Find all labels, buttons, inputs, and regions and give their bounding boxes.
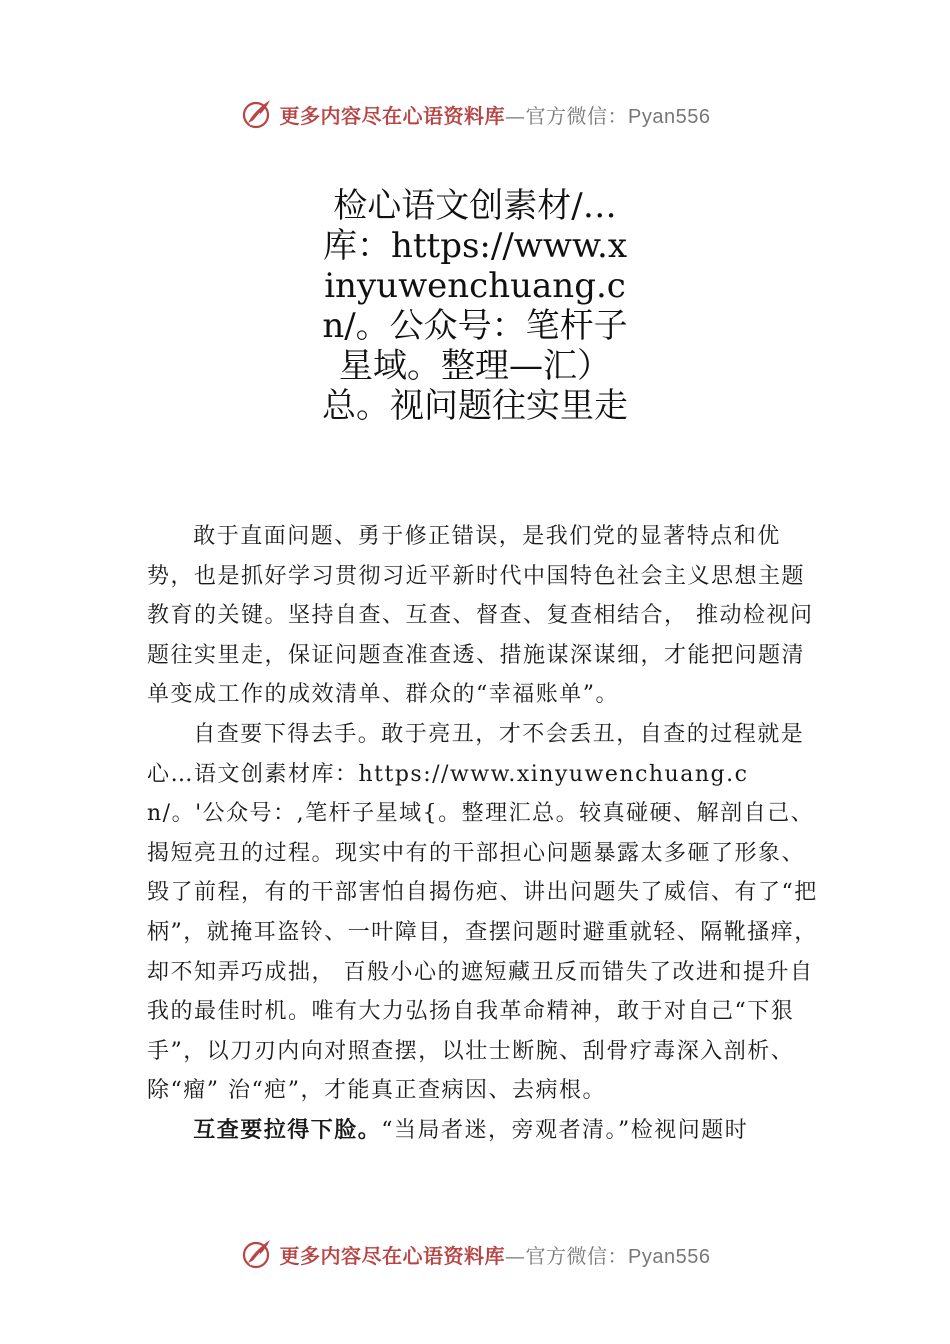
- header-banner: [0, 92, 950, 136]
- banner-site-name: 更多内容尽在心语资料库: [279, 103, 506, 128]
- footer-banner: [0, 1232, 950, 1276]
- banner-wechat-id: Pyan556: [628, 105, 711, 128]
- paragraph-2: 自查要下得去手。敢于亮丑，才不会丢丑，自查的过程就是心…语文创素材库：https://www.xinyuwenchuang.cn/。'公众号：,笔杆子星域{。整理汇总。较真碰硬、解剖自己、揭短亮丑的过程。现实中有的干部担心问题暴露太多砸了形象、毁了前程，有的干部害怕自揭伤疤、讲出问题失了威信、有了“把柄”，就掩耳盗铃、一叶障目，查摆问题时避重就轻、隔靴搔痒，却不知弄巧成拙， 百般小心的遮短藏丑反而错失了改进和提升自我的最佳时机。唯有大力弘扬自我革命精神，敢于对自己“下狠手”，以刀刃内向对照查摆，以壮士断腕、刮骨疗毒深入剖析、除“瘤” 治“疤”，才能真正查病因、去病根。: [147, 721, 818, 1104]
- banner-text: [280, 1240, 711, 1269]
- paragraph-3: [147, 1111, 827, 1151]
- banner-wechat-id: Pyan556: [628, 1245, 711, 1268]
- paragraph-3-text: “当局者迷，旁观者清。”检视问题时: [381, 1117, 749, 1143]
- banner-wechat-label: —官方微信：: [505, 103, 629, 128]
- paragraph-1: 敢于直面问题、勇于修正错误，是我们党的显著特点和优势，也是抓好学习贯彻习近平新时代中国特色社会主义思想主题教育的关键。坚持自查、互查、督查、复查相结合， 推动检视问题往实里走，保证问题查准查透、措施谋深谋细，才能把问题清单变成工作的成效清单、群众的“幸福账单”。: [147, 524, 814, 708]
- document-title: 检心语文创素材/…库：https://www.xinyuwenchuang.cn/。公众号：笔杆子星域。整理—汇）总。视问题往实里走: [322, 186, 628, 426]
- quill-logo-icon: [240, 1237, 274, 1271]
- quill-logo-icon: [240, 97, 274, 131]
- paragraph-lead: 互查要拉得下脸。: [193, 1116, 382, 1143]
- banner-site-name: 更多内容尽在心语资料库: [279, 1243, 506, 1268]
- document-body: [147, 517, 827, 1151]
- banner-text: [280, 100, 711, 129]
- banner-wechat-label: —官方微信：: [505, 1243, 629, 1268]
